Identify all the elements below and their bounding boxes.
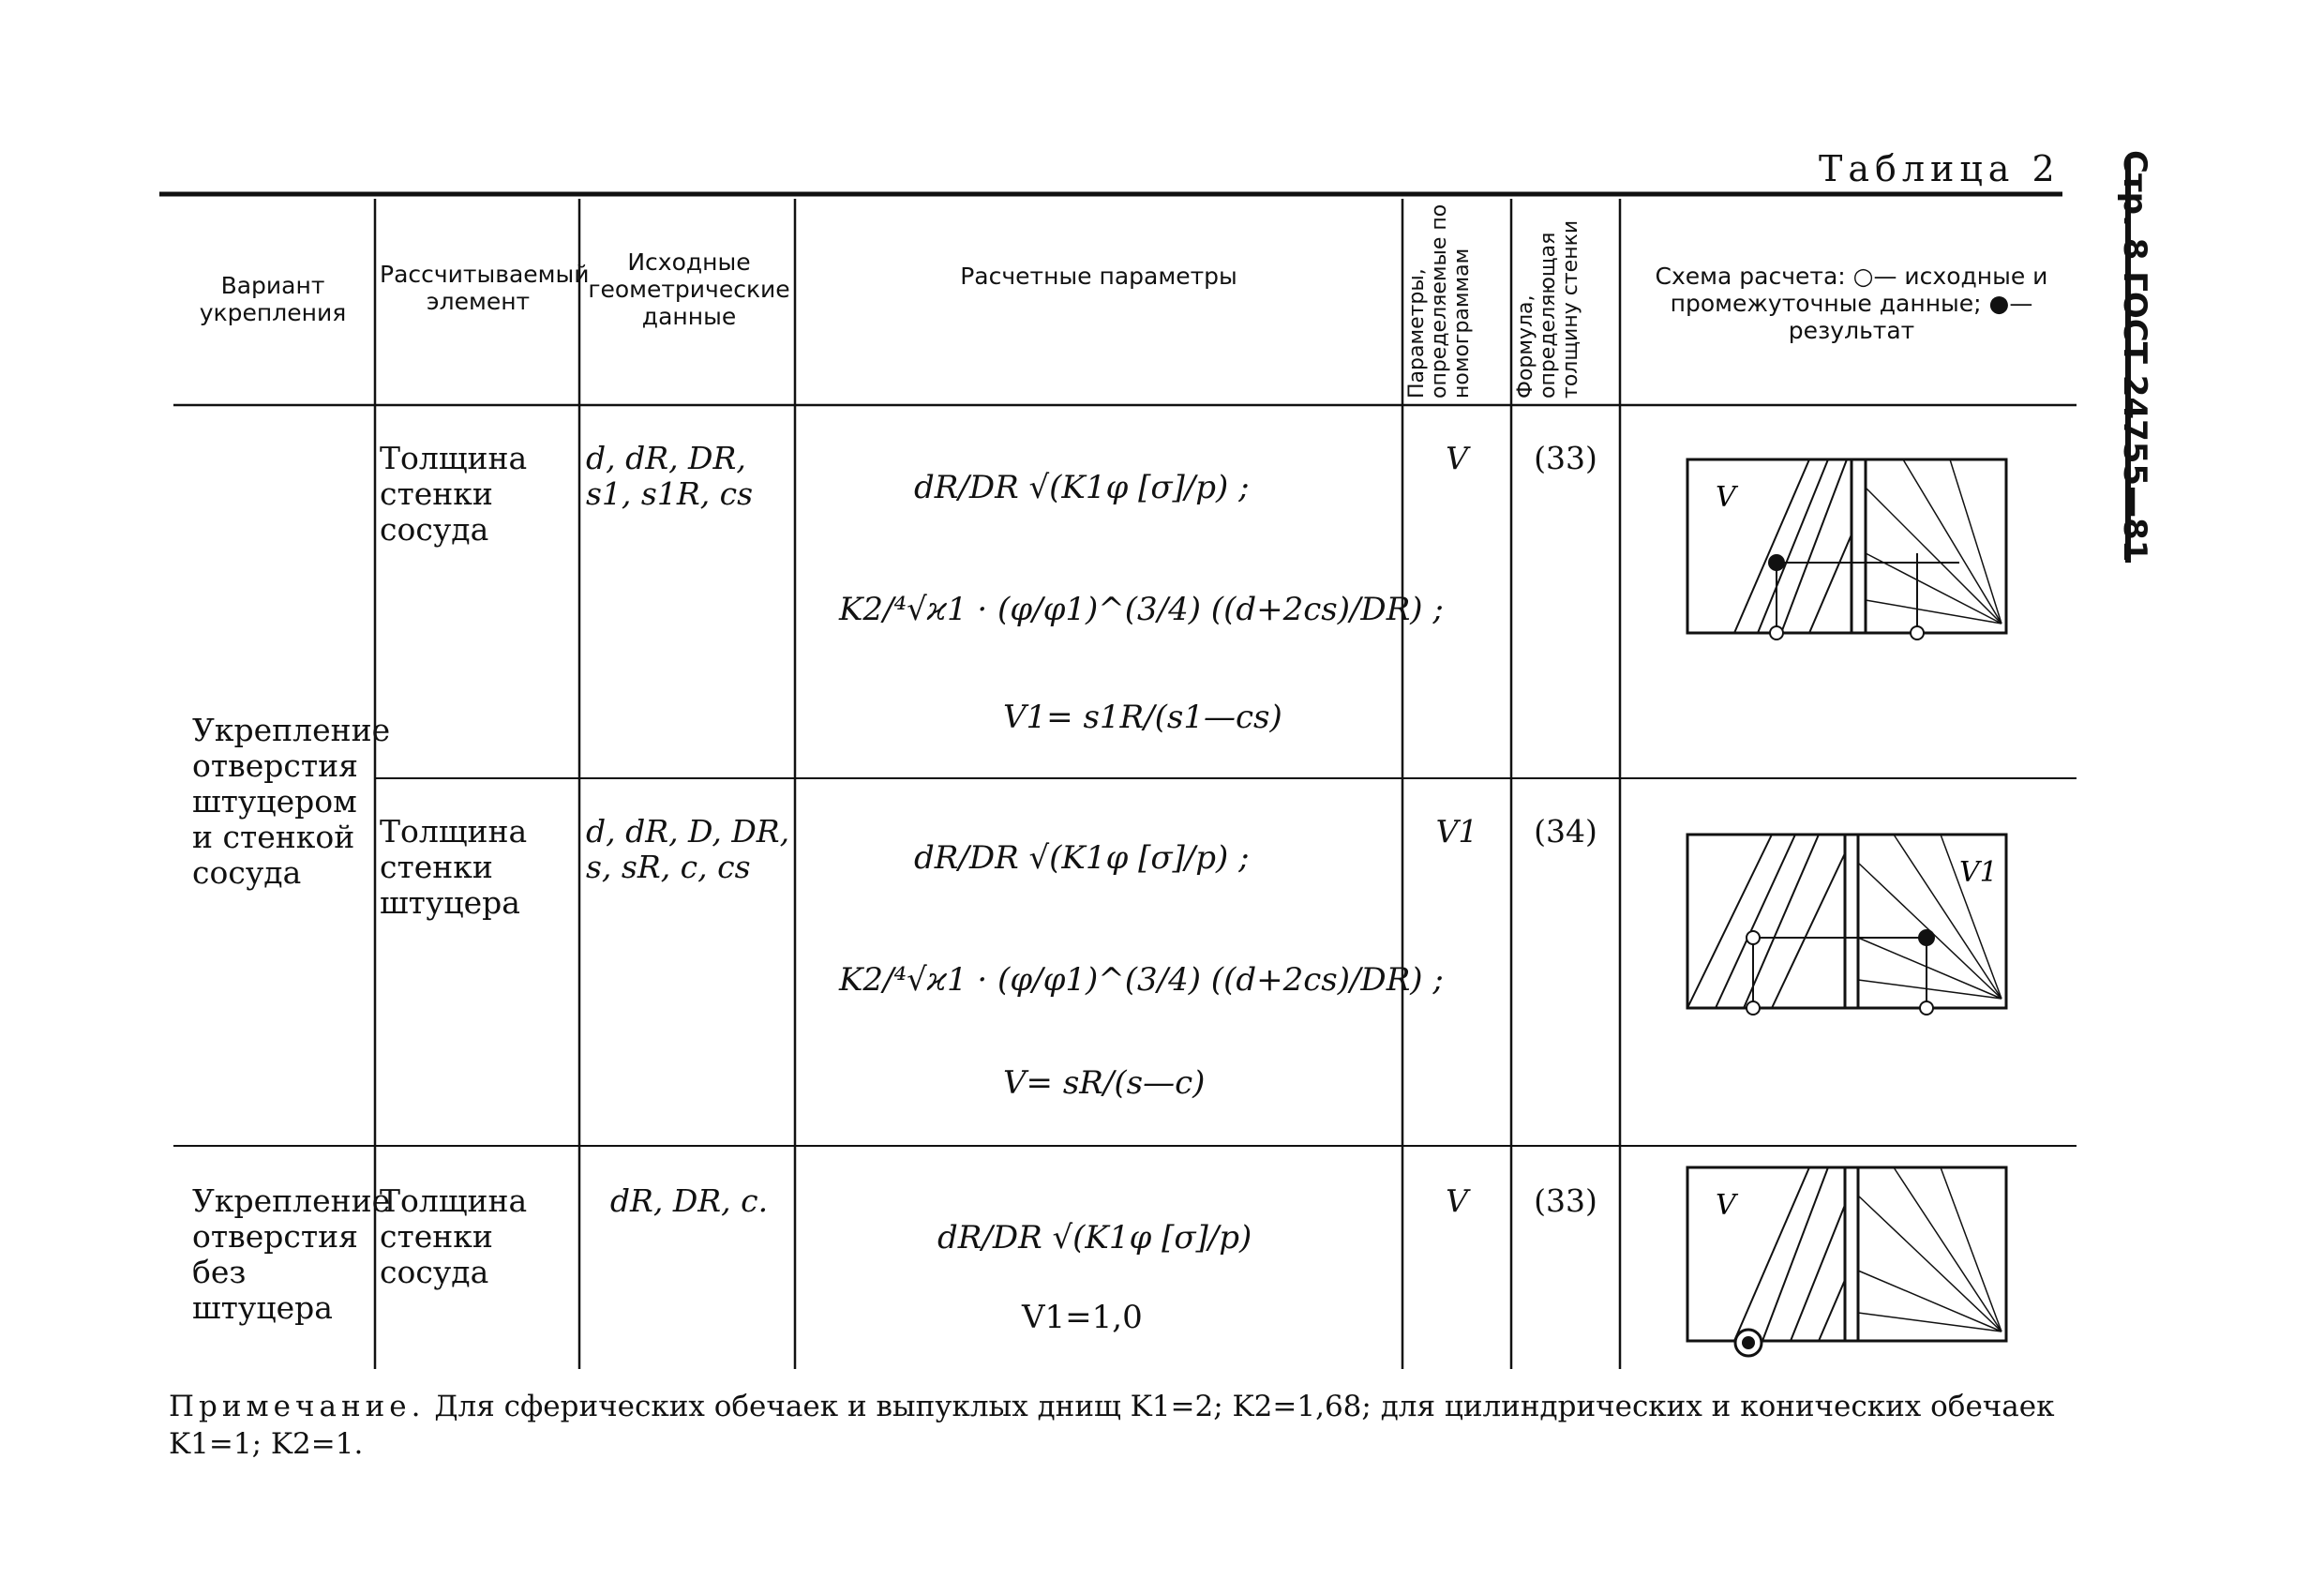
cell-wall-formula-2: (34) [1534,813,1597,850]
note-label: Примечание. [169,1390,426,1423]
table-caption: Таблица 2 [1819,148,2061,189]
cell-geometry-2: d, dR, D, DR, s, sR, c, cs [586,813,790,885]
col-header-nomogram: Параметры, определяемые по номограммам [1405,203,1474,399]
scheme-label-1: V [1716,481,1736,514]
formula-3-3: V1=1,0 [1022,1299,1143,1336]
scheme-diagram-1 [1678,450,2034,647]
formula-1-1: dR/DR √(K1φ [σ]/p) ; [914,469,1250,506]
cell-wall-formula-1: (33) [1534,440,1597,476]
note-text: Для сферических обечаек и выпуклых днищ K1=2; K2=1,68; для цилиндрических и конических обечаек K1=1; K2=1. [169,1390,2055,1461]
formula-2-3: V= sR/(s—c) [1003,1064,1206,1102]
col-header-scheme: Схема расчета: ○— исходные и промежуточные данные; ●— результат [1655,263,2048,344]
formula-1-3: V1= s1R/(s1—cs) [1003,699,1282,736]
col-header-variant: Вариант укрепления [199,272,347,326]
formula-3-1: dR/DR √(K1φ [σ]/p) [937,1219,1252,1256]
cell-wall-formula-3: (33) [1534,1182,1597,1219]
cell-nomogram-2: V1 [1435,813,1478,850]
cell-element-3: Толщина стенки сосуда [380,1182,528,1290]
cell-variant-1: Укрепление отверстия штуцером и стенкой сосуда [192,712,391,891]
sidebar-label: Стр. 8 ГОСТ 24755—81 [2116,150,2153,563]
scheme-diagram-2 [1678,825,2034,1022]
cell-element-1: Толщина стенки сосуда [380,440,528,548]
scheme-diagram-3 [1678,1158,2034,1364]
cell-geometry-1: d, dR, DR, s1, s1R, cs [586,440,754,512]
col-header-params: Расчетные параметры [960,263,1237,290]
cell-element-2: Толщина стенки штуцера [380,813,528,921]
cell-geometry-3: dR, DR, c. [609,1182,769,1219]
formula-1-2: K2/⁴√ϰ1 · (φ/φ1)^(3/4) ((d+2cs)/DR) ; [839,591,1444,628]
formula-2-2: K2/⁴√ϰ1 · (φ/φ1)^(3/4) ((d+2cs)/DR) ; [839,961,1444,999]
scheme-label-3: V [1716,1189,1736,1222]
cell-nomogram-3: V [1446,1182,1468,1219]
formula-2-1: dR/DR √(K1φ [σ]/p) ; [914,839,1250,877]
table-note [169,1388,2072,1463]
col-header-wall-formula: Формула, определяющая толщину стенки [1514,219,1582,399]
col-header-element: Рассчитываемый элемент [380,261,590,315]
cell-nomogram-1: V [1446,440,1468,476]
scheme-label-2: V1 [1959,856,1998,889]
cell-variant-3: Укрепление отверстия без штуцера [192,1182,391,1326]
col-header-geometry: Исходные геометрические данные [588,248,790,330]
